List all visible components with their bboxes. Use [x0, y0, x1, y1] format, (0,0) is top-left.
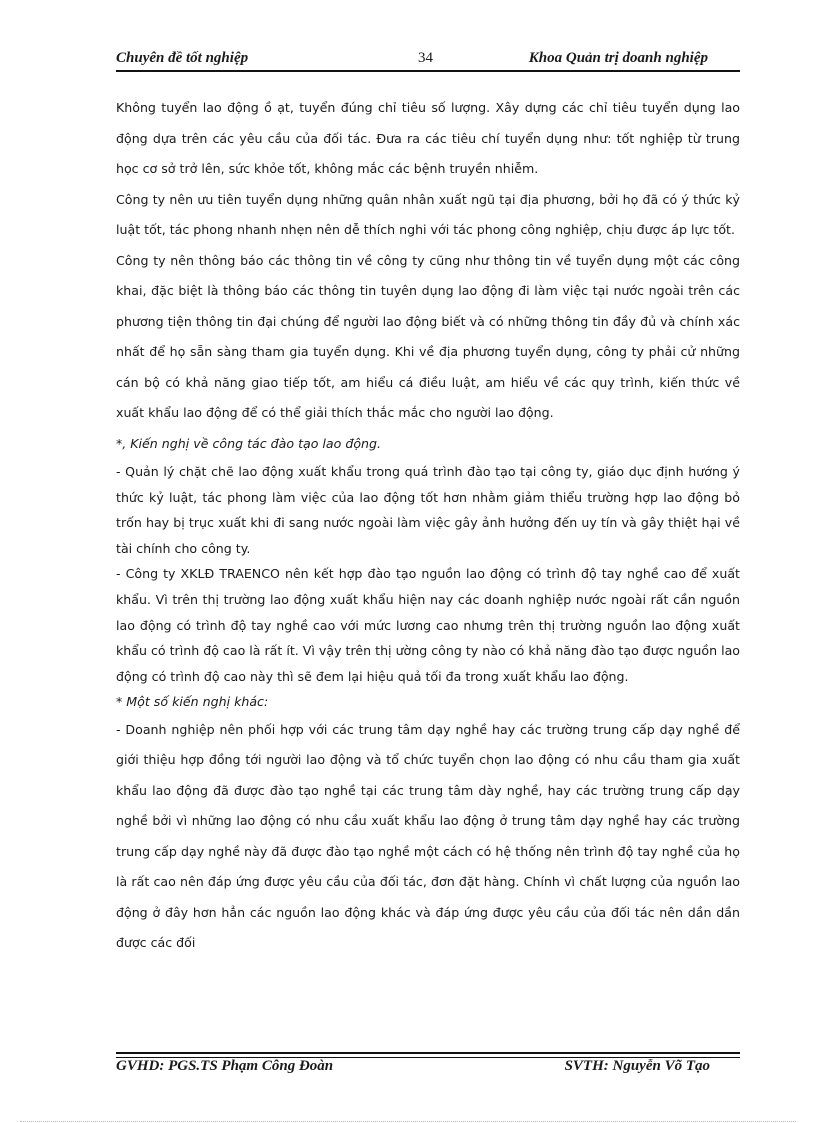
- page-bottom-dotted-line: [20, 1121, 796, 1122]
- paragraph-management: - Quản lý chặt chẽ lao động xuất khẩu trong quá trình đào tạo tại công ty, giáo dục định hướng ý thức kỷ luật, tác phong làm việc của lao động tốt hơn nhằm giảm thiểu trường hợp lao động bỏ trốn hay bị trục xuất khi đi sang nước ngoài làm việc gây ảnh hưởng đến uy tín và gây thiệt hại về tài chính cho công ty.: [116, 464, 740, 556]
- paragraph-announcements: Công ty nên thông báo các thông tin về công ty cũng như thông tin về tuyển dụng một các công khai, đặc biệt là thông báo các thông tin tuyên dụng lao động đi làm việc tại nước ngoài trên các phương tiện thông tin đại chúng để người lao động biết và có những thông tin đầy đủ và chính xác nhất để họ sẵn sàng tham gia tuyển dụng. Khi về địa phương tuyển dụng, công ty phải cử những cán bộ có khả năng giao tiếp tốt, am hiểu cá điều luật, am hiểu về các quy trình, kiến thức về xuất khẩu lao động để có thể giải thích thắc mắc cho người lao động.: [116, 252, 740, 420]
- header-thesis-title: Chuyên đề tốt nghiệp: [116, 50, 249, 66]
- page-number: 34: [418, 50, 433, 66]
- body-text: [116, 93, 740, 959]
- page-footer: [116, 1058, 740, 1078]
- header-rule: [116, 70, 740, 72]
- footer-student: SVTH: Nguyễn Võ Tạo: [564, 1058, 710, 1074]
- paragraph-skilled-training: - Công ty XKLĐ TRAENCO nên kết hợp đào tạo nguồn lao động có trình độ tay nghề cao để xuất khẩu. Vì trên thị trường lao động xuất khẩu hiện nay các doanh nghiệp nước ngoài rất cần nguồn lao động có trình độ tay nghề cao với mức lương cao nhưng trên thị trường nguồn lao động xuất khẩu có trình độ cao là rất ít. Vì vậy trên thị ường công ty nào có khả năng đào tạo được nguồn lao động có trình độ cao này thì sẽ đem lại hiệu quả tối đa trong xuất khẩu lao động.: [116, 566, 740, 684]
- heading-training-recommendations: *, Kiến nghị về công tác đào tạo lao động.: [116, 435, 382, 451]
- paragraph-recruitment-quota: Không tuyển lao động ồ ạt, tuyển đúng chỉ tiêu số lượng. Xây dựng các chỉ tiêu tuyển dụng lao động dựa trên các yêu cầu của đối tác. Đưa ra các tiêu chí tuyển dụng như: tốt nghiệp từ trung học cơ sở trở lên, sức khỏe tốt, không mắc các bệnh truyền nhiễm.: [116, 100, 740, 176]
- header-faculty: Khoa Quản trị doanh nghiệp: [528, 50, 708, 66]
- paragraph-vocational-schools: - Doanh nghiệp nên phối hợp với các trung tâm dạy nghề hay các trường trung cấp dạy nghề để giới thiệu hợp đồng tới người lao động và tổ chức tuyển chọn lao động có nhu cầu tham gia xuất khẩu lao động đã được đào tạo nghề tại các trung tâm dày nghề, hay các trường trung cấp dạy nghề bởi vì những lao động có nhu cầu xuất khẩu lao động ở trung tâm dạy nghề hay các trường trung cấp dạy nghề này đã được đào tạo nghề một cách có hệ thống nên trình độ tay nghề của họ là rất cao nên đáp ứng được yêu cầu của đối tác, đơn đặt hàng. Chính vì chất lượng của nguồn lao động ở đây hơn hẳn các nguồn lao động khác và đáp ứng được yêu cầu của đối tác nên dần dần được các đối: [116, 721, 740, 951]
- paragraph-veterans: Công ty nên ưu tiên tuyển dụng những quân nhân xuất ngũ tại địa phương, bởi họ đã có ý thức kỷ luật tốt, tác phong nhanh nhẹn nên dễ thích nghi với tác phong công nghiệp, chịu được áp lực tốt.: [116, 191, 740, 237]
- page-header: [116, 50, 740, 70]
- heading-other-recommendations: * Một số kiến nghị khác:: [116, 694, 269, 710]
- footer-supervisor: GVHD: PGS.TS Phạm Công Đoàn: [116, 1058, 334, 1074]
